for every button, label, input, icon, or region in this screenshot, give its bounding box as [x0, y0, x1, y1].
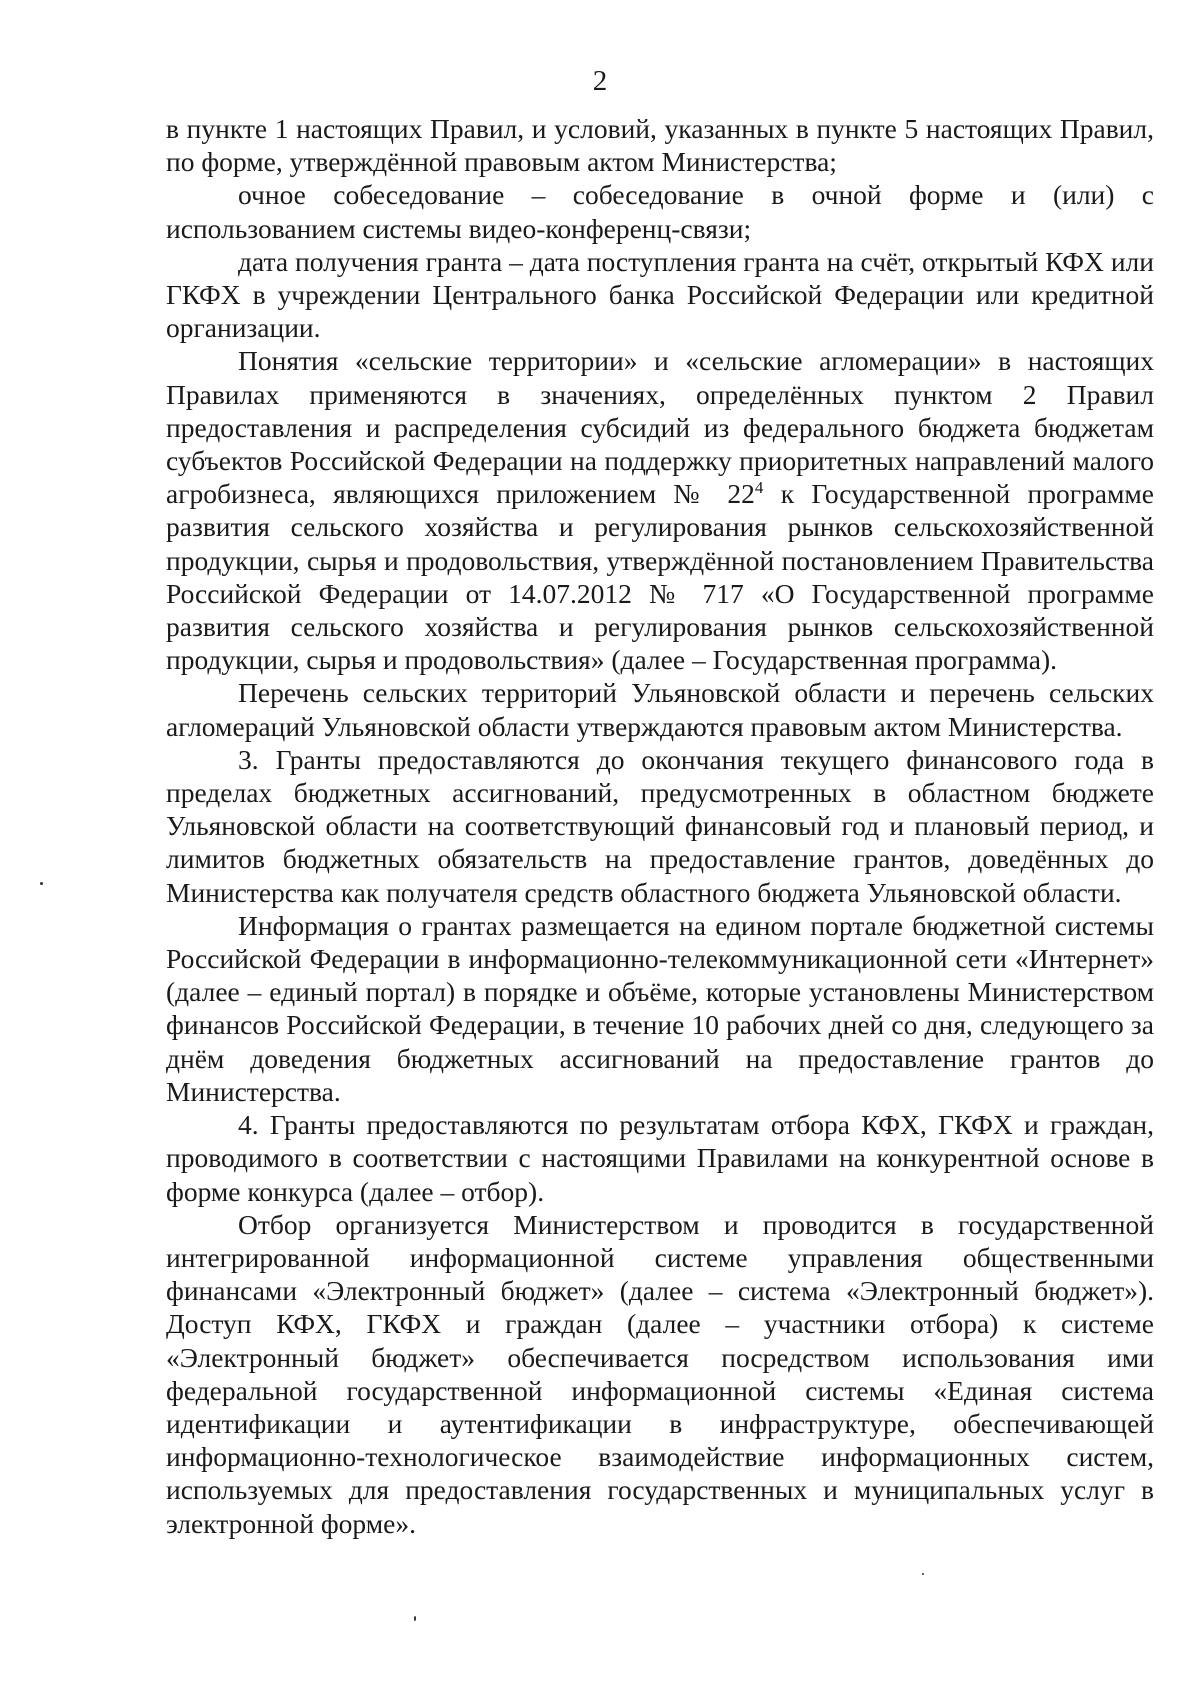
scan-speck — [414, 1616, 416, 1621]
paragraph: 4. Гранты предоставляются по результатам отбора КФХ, ГКФХ и граждан, проводимого в соответствии с настоящими Правилами на конкурентной основе в форме конкурса (далее – отбор). — [166, 1109, 1154, 1207]
page-number: 2 — [592, 65, 608, 97]
scan-speck — [40, 882, 43, 885]
scan-speck — [922, 1573, 924, 1575]
paragraph: Перечень сельских территорий Ульяновской области и перечень сельских агломераций Ульяновской области утверждаются правовым актом Министерства. — [166, 677, 1154, 742]
paragraph — [166, 344, 1154, 676]
paragraph-text: Понятия «сельские территории» и «сельские агломерации» в настоящих Правилах применяются в значениях, определённых пунктом 2 Правил предоставления и распределения субсидий из федерального бюджета бюджетам субъектов Российской Федерации на поддержку приоритетных направлений малого агробизнеса, являющихся приложением № 22 — [166, 345, 1154, 510]
paragraph: дата получения гранта – дата поступления гранта на счёт, открытый КФХ или ГКФХ в учреждении Центрального банка Российской Федерации или кредитной организации. — [166, 245, 1154, 344]
paragraph: очное собеседование – собеседование в очной форме и (или) с использованием системы видео-конференц-связи; — [166, 179, 1154, 244]
paragraph: в пункте 1 настоящих Правил, и условий, указанных в пункте 5 настоящих Правил, по форме, утверждённой правовым актом Министерства; — [166, 113, 1154, 178]
paragraph-text: к Государственной программе развития сельского хозяйства и регулирования рынков сельскохозяйственной продукции, сырья и продовольствия, утверждённой постановлением Правительства Российской Федерации от 14.07.2012 № 717 «О Государственной программе развития сельского хозяйства и регулирования рынков сельскохозяйственной продукции, сырья и продовольствия» (далее – Государственная программа). — [166, 478, 1155, 676]
paragraph: Информация о грантах размещается на едином портале бюджетной системы Российской Федерации в информационно-телекоммуникационной сети «Интернет» (далее – единый портал) в порядке и объёме, которые установлены Министерством финансов Российской Федерации, в течение 10 рабочих дней со дня, следующего за днём доведения бюджетных ассигнований на предоставление грантов до Министерства. — [166, 909, 1154, 1107]
document-body — [166, 112, 1154, 1540]
paragraph: 3. Гранты предоставляются до окончания текущего финансового года в пределах бюджетных ассигнований, предусмотренных в областном бюджете Ульяновской области на соответствующий финансовый год и плановый период, и лимитов бюджетных обязательств на предоставление грантов, доведённых до Министерства как получателя средств областного бюджета Ульяновской области. — [166, 743, 1154, 908]
superscript: 4 — [754, 478, 764, 498]
paragraph: Отбор организуется Министерством и проводится в государственной интегрированной информационной системе управления общественными финансами «Электронный бюджет» (далее – система «Электронный бюджет»). Доступ КФХ, ГКФХ и граждан (далее – участники отбора) к системе «Электронный бюджет» обеспечивается посредством использования ими федеральной государственной информационной системы «Единая система идентификации и аутентификации в инфраструктуре, обеспечивающей информационно-технологическое взаимодействие информационных систем, используемых для предоставления государственных и муниципальных услуг в электронной форме». — [166, 1208, 1154, 1539]
